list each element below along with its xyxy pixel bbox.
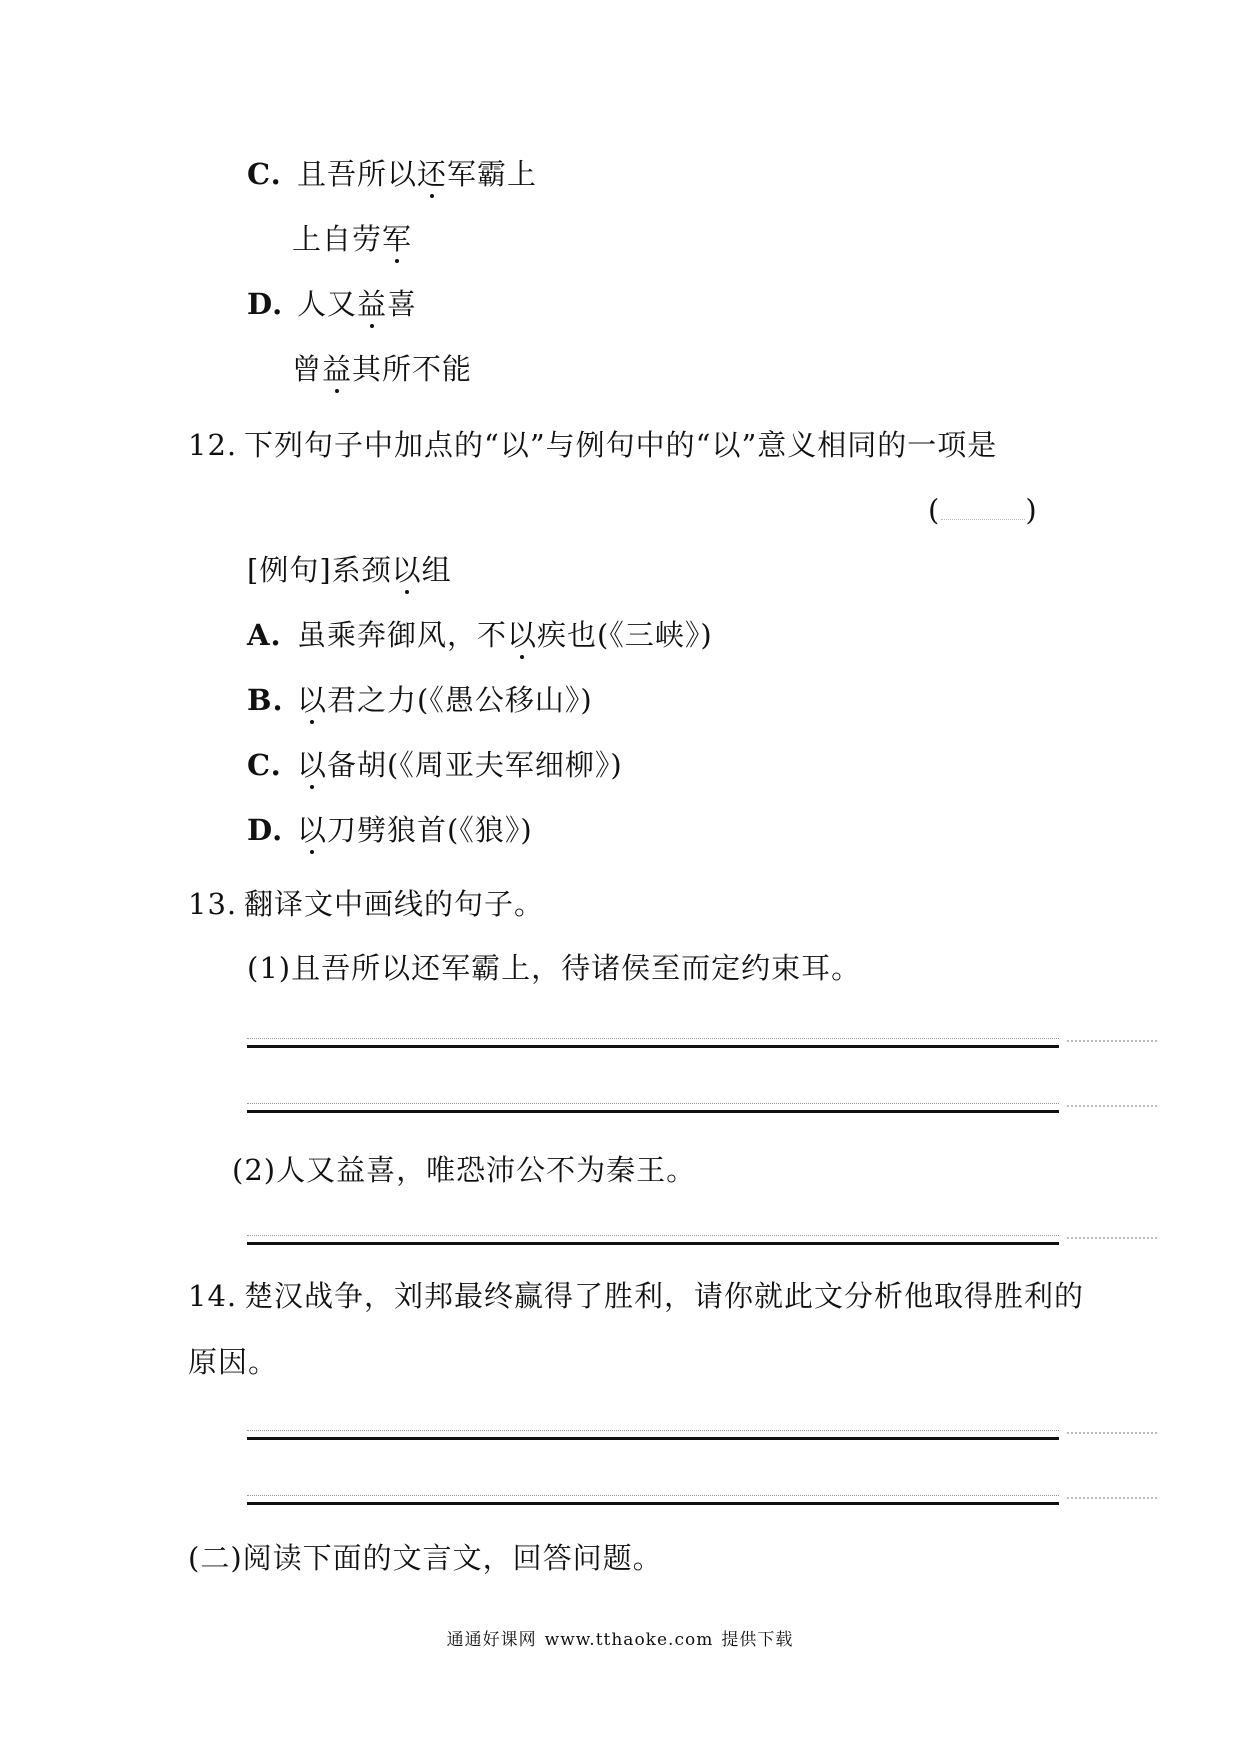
answer-line[interactable] bbox=[247, 1242, 1059, 1245]
text-segment: 君之力(《愚公移山》) bbox=[327, 683, 593, 717]
page-footer bbox=[0, 1628, 1240, 1652]
q13-sub1 bbox=[247, 948, 861, 988]
paren-open: ( bbox=[928, 493, 942, 527]
q12-option-a bbox=[247, 615, 713, 655]
emphasis-dot-char: 以 bbox=[297, 810, 327, 850]
text-segment: 且吾所以 bbox=[297, 157, 418, 191]
q12-option-c bbox=[247, 745, 623, 785]
answer-line[interactable] bbox=[247, 1110, 1059, 1113]
emphasis-dot-char: 以 bbox=[392, 550, 422, 590]
q14-stem-line2 bbox=[188, 1342, 278, 1382]
question-text: 翻译文中画线的句子。 bbox=[244, 887, 545, 921]
text-segment: [例句]系颈 bbox=[247, 553, 392, 587]
answer-blank[interactable] bbox=[941, 515, 1025, 520]
option-letter: D. bbox=[247, 287, 284, 321]
answer-line[interactable] bbox=[247, 1502, 1059, 1505]
section-heading-text: (二)阅读下面的文言文，回答问题。 bbox=[188, 1541, 663, 1575]
text-segment: 喜 bbox=[387, 287, 418, 321]
q11-option-c-line2 bbox=[292, 219, 412, 259]
question-text: 原因。 bbox=[188, 1345, 279, 1379]
text-segment: 备胡(《周亚夫军细柳》) bbox=[327, 748, 623, 782]
question-number: 13. bbox=[188, 887, 238, 921]
footer-url: www.tthaoke.com bbox=[544, 1630, 714, 1650]
q12-option-b bbox=[247, 680, 593, 720]
option-letter: C. bbox=[247, 157, 282, 191]
text-segment: 上自劳 bbox=[292, 222, 383, 256]
emphasis-dot-char: 以 bbox=[297, 745, 327, 785]
emphasis-dot-char: 以 bbox=[507, 615, 537, 655]
section-heading bbox=[188, 1538, 663, 1578]
question-number: 14. bbox=[188, 1279, 238, 1313]
q12-stem bbox=[188, 425, 997, 465]
text-segment: 曾 bbox=[292, 352, 323, 386]
text-segment: 组 bbox=[421, 553, 452, 587]
option-letter: D. bbox=[247, 813, 284, 847]
text-segment: 疾也(《三峡》) bbox=[537, 618, 713, 652]
option-letter: C. bbox=[247, 748, 282, 782]
emphasis-dot-char: 益 bbox=[322, 349, 352, 389]
q11-option-c-line1 bbox=[247, 154, 537, 194]
paren-close: ) bbox=[1025, 493, 1039, 527]
text-segment: 军霸上 bbox=[447, 157, 538, 191]
option-letter: A. bbox=[247, 618, 282, 652]
option-letter: B. bbox=[247, 683, 284, 717]
emphasis-dot-char: 军 bbox=[382, 219, 412, 259]
emphasis-dot-char: 还 bbox=[417, 154, 447, 194]
q13-stem bbox=[188, 884, 544, 924]
text-segment: 虽乘奔御风，不 bbox=[297, 618, 508, 652]
text-segment: 其所不能 bbox=[352, 352, 473, 386]
answer-paren[interactable] bbox=[928, 490, 1039, 530]
sub-question-text: (1)且吾所以还军霸上，待诸侯至而定约束耳。 bbox=[247, 951, 862, 985]
q13-sub2 bbox=[232, 1150, 696, 1190]
text-segment: 刀劈狼首(《狼》) bbox=[327, 813, 533, 847]
emphasis-dot-char: 益 bbox=[357, 284, 387, 324]
question-text: 楚汉战争，刘邦最终赢得了胜利，请你就此文分析他取得胜利的 bbox=[244, 1279, 1085, 1313]
answer-line[interactable] bbox=[247, 1045, 1059, 1048]
sub-question-text: (2)人又益喜，唯恐沛公不为秦王。 bbox=[232, 1153, 697, 1187]
emphasis-dot-char: 以 bbox=[297, 680, 327, 720]
q14-stem-line1 bbox=[188, 1276, 1084, 1316]
answer-line[interactable] bbox=[247, 1437, 1059, 1440]
text-segment: 人又 bbox=[297, 287, 358, 321]
question-text: 下列句子中加点的“以”与例句中的“以”意义相同的一项是 bbox=[244, 428, 998, 462]
question-number: 12. bbox=[188, 428, 238, 462]
q11-option-d-line2 bbox=[292, 349, 472, 389]
q12-example-sentence bbox=[247, 550, 452, 590]
q12-option-d bbox=[247, 810, 533, 850]
footer-site-name: 通通好课网 bbox=[446, 1630, 537, 1650]
q11-option-d-line1 bbox=[247, 284, 417, 324]
footer-suffix: 提供下载 bbox=[721, 1630, 794, 1650]
